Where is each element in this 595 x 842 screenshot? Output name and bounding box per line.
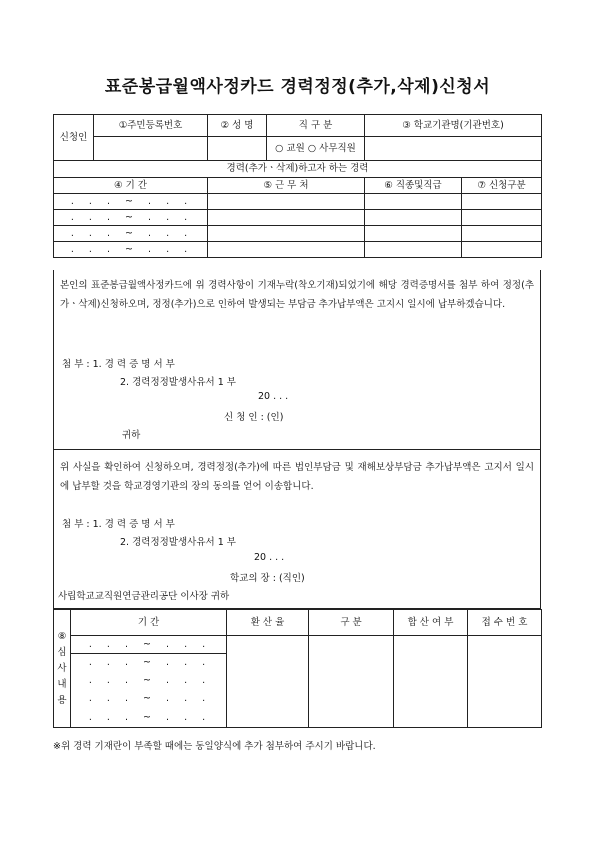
- col-id-number: ①주민등록번호: [94, 115, 208, 137]
- school-recipient: 사립학교교직원연금관리공단 이사장 귀하: [58, 591, 230, 602]
- school-head-signer: 학교의 장 : (직인): [230, 573, 305, 584]
- applicant-career-table: [53, 114, 542, 258]
- school-attach-2: 2. 경력정정발생사유서 1 부: [120, 537, 236, 548]
- applicant-signer: 신 청 인 : (인): [224, 412, 284, 423]
- career-place-2[interactable]: [208, 210, 365, 226]
- career-period-4[interactable]: . . . ~ . . .: [54, 242, 208, 258]
- col-workplace: ⑤ 근 무 처: [208, 178, 365, 194]
- career-period-2[interactable]: . . . ~ . . .: [54, 210, 208, 226]
- applicant-date: 20 . . .: [258, 391, 289, 402]
- name-field[interactable]: [208, 137, 267, 161]
- review-period-2[interactable]: . . . ~ . . .: [71, 654, 227, 672]
- col-request-type: ⑦ 신청구분: [462, 178, 542, 194]
- career-type-4[interactable]: [462, 242, 542, 258]
- applicant-statement-text: 본인의 표준봉급월액사정카드에 위 경력사항이 기재누락(착오기재)되었기에 해당 경력증명서를 첨부 하여 정정(추가ㆍ삭제)신청하오며, 정정(추가)으로 인하여 발생되는 부담금 추가납부액은 고지시 일시에 납부하겠습니다.: [60, 280, 534, 310]
- review-col-sum: 합 산 여 부: [394, 610, 468, 636]
- career-rank-4[interactable]: [365, 242, 462, 258]
- applicant-label: 신청인: [54, 115, 94, 161]
- applicant-attach-2: 2. 경력정정발생사유서 1 부: [120, 377, 236, 388]
- review-side-char-2: 사: [57, 662, 67, 674]
- review-rate-field[interactable]: [227, 636, 309, 728]
- career-rank-2[interactable]: [365, 210, 462, 226]
- review-type-field[interactable]: [309, 636, 394, 728]
- school-field[interactable]: [365, 137, 542, 161]
- career-caption: 경력(추가ㆍ삭제)하고자 하는 경력: [54, 161, 542, 178]
- review-table: [53, 609, 542, 728]
- career-rank-1[interactable]: [365, 194, 462, 210]
- career-place-4[interactable]: [208, 242, 365, 258]
- career-type-1[interactable]: [462, 194, 542, 210]
- career-place-1[interactable]: [208, 194, 365, 210]
- document-title: 표준봉급월액사정카드 경력정정(추가,삭제)신청서: [104, 77, 491, 97]
- career-period-1[interactable]: . . . ~ . . .: [54, 194, 208, 210]
- col-rank: ⑥ 직종및직급: [365, 178, 462, 194]
- col-job-type: 직 구 분: [267, 115, 365, 137]
- review-period-3[interactable]: . . . ~ . . .: [71, 672, 227, 690]
- review-receipt-field[interactable]: [468, 636, 542, 728]
- review-col-receipt: 접 수 번 호: [468, 610, 542, 636]
- career-period-3[interactable]: . . . ~ . . .: [54, 226, 208, 242]
- school-statement-text: 위 사실을 확인하여 신청하오며, 경력정정(추가)에 따른 법인부담금 및 재해보상부담금 추가납부액은 고지서 일시에 납부할 것을 학교경영기관의 장의 동의를 얻어 이송합니다.: [60, 462, 534, 492]
- review-period-5[interactable]: . . . ~ . . .: [71, 708, 227, 728]
- applicant-recipient: 귀하: [122, 430, 141, 441]
- school-date: 20 . . .: [254, 552, 285, 563]
- career-type-2[interactable]: [462, 210, 542, 226]
- review-side-char-4: 용: [57, 694, 67, 706]
- review-sum-field[interactable]: [394, 636, 468, 728]
- review-side-char-0: ⑧: [57, 630, 67, 642]
- school-attach-1: 첨 부 : 1. 경 력 증 명 서 부: [62, 519, 175, 530]
- review-col-period: 기 간: [71, 610, 227, 636]
- footnote: ※위 경력 기재란이 부족할 때에는 동일양식에 추가 첨부하여 주시기 바랍니다.: [53, 741, 376, 752]
- job-type-options[interactable]: ○ 교원 ○ 사무직원: [267, 137, 365, 161]
- review-side-char-3: 내: [57, 678, 67, 690]
- col-school: ③ 학교기관명(기관번호): [365, 115, 542, 137]
- career-rank-3[interactable]: [365, 226, 462, 242]
- review-period-4[interactable]: . . . ~ . . .: [71, 690, 227, 708]
- applicant-statement-box: [53, 270, 541, 450]
- applicant-attach-1: 첨 부 : 1. 경 력 증 명 서 부: [62, 359, 175, 370]
- review-col-rate: 환 산 율: [227, 610, 309, 636]
- career-type-3[interactable]: [462, 226, 542, 242]
- career-place-3[interactable]: [208, 226, 365, 242]
- id-number-field[interactable]: [94, 137, 208, 161]
- review-period-1[interactable]: . . . ~ . . .: [71, 636, 227, 654]
- school-statement-box: [53, 450, 541, 609]
- review-side-label: [54, 610, 71, 728]
- review-col-type: 구 분: [309, 610, 394, 636]
- col-name: ② 성 명: [208, 115, 267, 137]
- col-period: ④ 기 간: [54, 178, 208, 194]
- review-side-char-1: 심: [57, 646, 67, 658]
